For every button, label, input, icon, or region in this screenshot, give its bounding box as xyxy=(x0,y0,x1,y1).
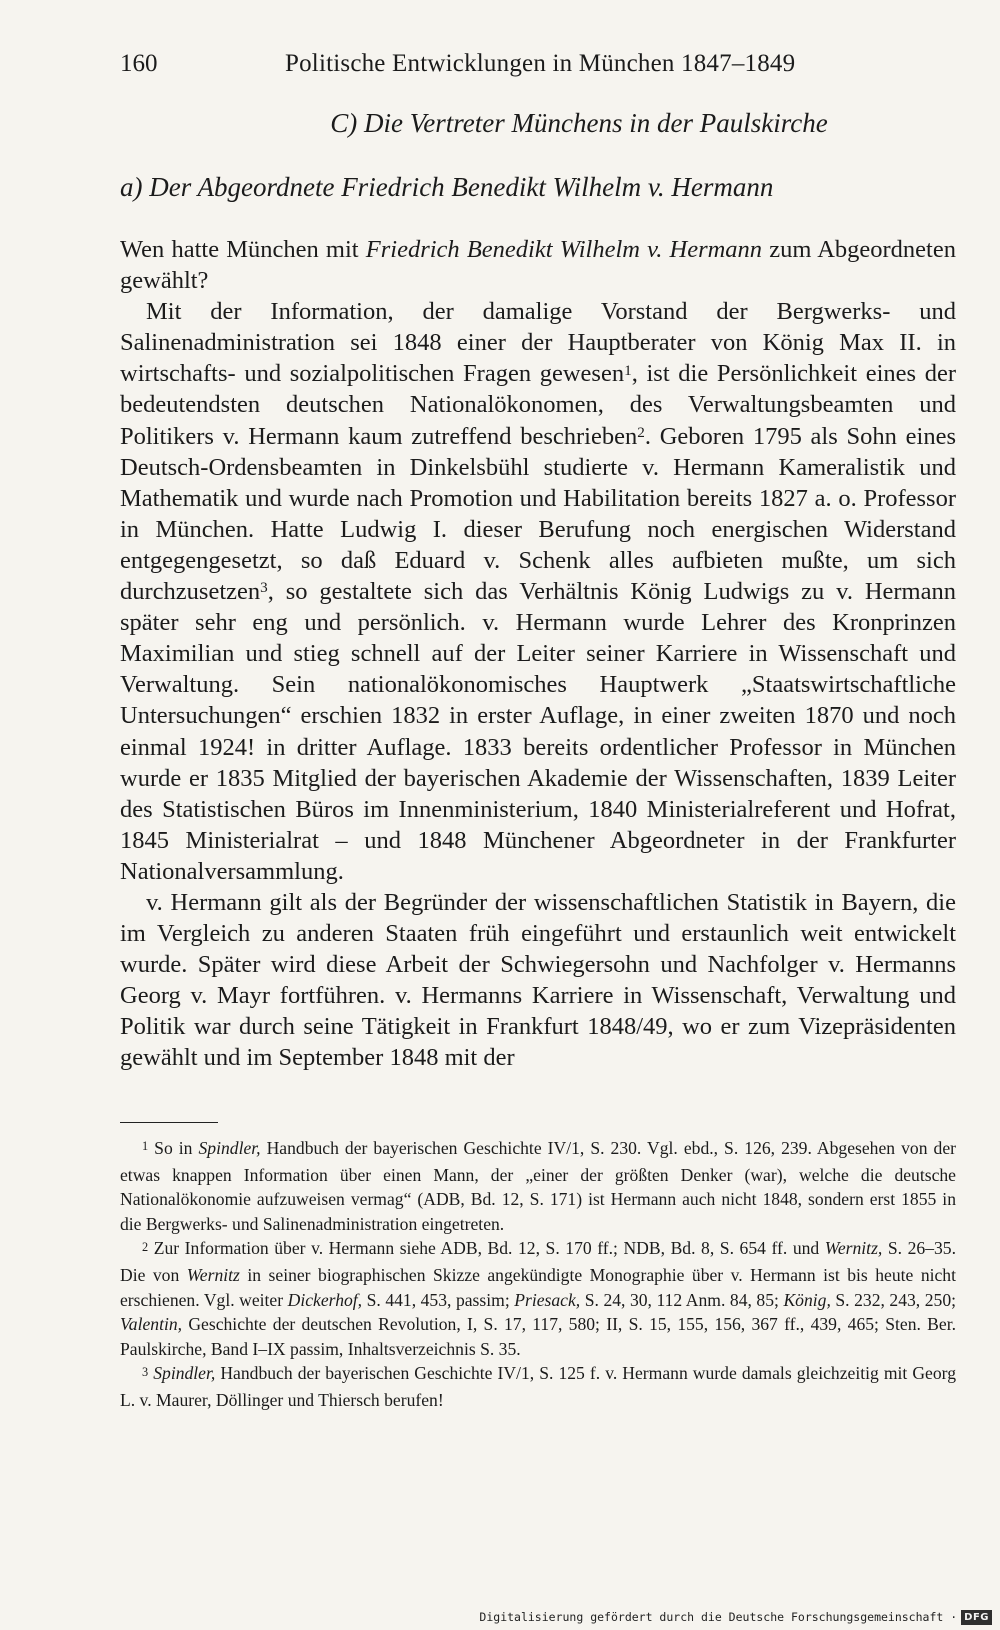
digitization-credit xyxy=(479,1606,992,1628)
footnotes xyxy=(120,1136,956,1413)
author-name: Wernitz, xyxy=(824,1238,883,1259)
text-run: in seiner biographischen Skizze angekündigte Monographie über v. Hermann ist bis heute nicht erschienen. Vgl. weiter xyxy=(120,1264,956,1310)
text-run: So in xyxy=(148,1138,199,1158)
text-run: Handbuch der bayerischen Geschichte IV/1, S. 125 f. v. Hermann wurde damals gleichzeitig mit Georg L. v. Maurer, Döllinger und Thiersch berufen! xyxy=(120,1363,956,1410)
dfg-logo-icon: DFG xyxy=(961,1610,992,1625)
text-run: , ist die Persönlichkeit eines der bedeutendsten deutschen Nationalökonomen, des Verwaltungsbeamten und Politikers v. Hermann kaum zutreffend beschrieben xyxy=(120,360,956,450)
section-heading-text: C) Die Vertreter Münchens in der Paulskirche xyxy=(330,108,828,138)
body-text xyxy=(120,234,956,1074)
text-run: Wen hatte München mit xyxy=(120,236,366,263)
author-name: König, xyxy=(783,1289,831,1310)
author-name: Wernitz xyxy=(186,1264,240,1285)
text-run: S. 24, 30, 112 Anm. 84, 85; xyxy=(580,1289,784,1310)
digitization-text: Digitalisierung gefördert durch die Deutsche Forschungsgemeinschaft · xyxy=(479,1610,958,1624)
author-name: Spindler, xyxy=(198,1138,261,1158)
footnote-ref-1: 1 xyxy=(624,361,632,379)
footnote-ref-2: 2 xyxy=(637,423,645,441)
subsection-heading: a) Der Abgeordnete Friedrich Benedikt Wilhelm v. Hermann xyxy=(120,172,774,202)
footnote-3 xyxy=(120,1361,956,1412)
author-name: Dickerhof, xyxy=(287,1289,363,1310)
text-run: Mit der Information, der damalige Vorstand der Bergwerks- und Salinenadministration sei 1848 einer der Hauptberater von König Max II. in wirtschafts- und sozialpolitischen Fragen gewesen xyxy=(120,298,956,388)
person-name: Friedrich Benedikt Wilhelm v. Hermann xyxy=(365,236,763,263)
text-run: S. 232, 243, 250; xyxy=(830,1289,957,1310)
footnote-mark: 3 xyxy=(142,1364,149,1379)
author-name: Spindler, xyxy=(153,1363,216,1384)
footnote-mark: 2 xyxy=(142,1239,149,1254)
text-run: . Geboren 1795 als Sohn eines Deutsch-Ordensbeamten in Dinkelsbühl studierte v. Hermann Kameralistik und Mathematik und wurde nach Promotion und Habilitation bereits 1827 a. o. Professor in München. Hatte Ludwig I. dieser Berufung noch energischen Widerstand entgegengesetzt, so daß Eduard v. Schenk alles aufbieten mußte, um sich durchzusetzen xyxy=(120,422,956,606)
text-run: zum Abgeordneten gewählt? xyxy=(120,236,956,295)
author-name: Priesack, xyxy=(514,1289,581,1310)
text-run: Handbuch der bayerischen Geschichte IV/1, S. 230. Vgl. ebd., S. 126, 239. Abgesehen von der etwas knappen Information über einen Mann, der „einer der größten Denker (war), welche die deutsche Nationalökonomie aufzuweisen vermag“ (ADB, Bd. 12, S. 171) ist Hermann auch nicht 1848, sondern erst 1855 in die Bergwerks- und Salinenadministration eingetreten. xyxy=(120,1138,956,1234)
text-run: , so gestaltete sich das Verhältnis König Ludwigs zu v. Hermann später sehr eng und persönlich. v. Hermann wurde Lehrer des Kronprinzen Maximilian und stieg schnell auf der Leiter seiner Karriere in Wissenschaft und Verwaltung. Sein nationalökonomisches Hauptwerk „Staatswirtschaftliche Untersuchungen“ erschien 1832 in erster Auflage, in einer zweiten 1870 und noch einmal 1924! in dritter Auflage. 1833 bereits ordentlicher Professor in München wurde er 1835 Mitglied der bayerischen Akademie der Wissenschaften, 1839 Leiter des Statistischen Büros im Innenministerium, 1840 Ministerialreferent und Hofrat, 1845 Ministerialrat – und 1848 Münchener Abgeordneter in der Frankfurter Nationalversammlung. xyxy=(120,578,956,885)
author-name: Valentin, xyxy=(120,1314,183,1335)
text-run: Zur Information über v. Hermann siehe ADB, Bd. 12, S. 170 ff.; NDB, Bd. 8, S. 654 ff. und xyxy=(148,1238,825,1259)
footnote-1 xyxy=(120,1136,956,1236)
page-number: 160 xyxy=(120,50,158,77)
running-head xyxy=(120,50,960,86)
footnote-ref-3: 3 xyxy=(260,579,268,597)
footnote-mark: 1 xyxy=(142,1139,149,1154)
section-heading xyxy=(120,108,960,139)
text-run: S. 441, 453, passim; xyxy=(362,1289,515,1310)
text-run: Geschichte der deutschen Revolution, I, S. 17, 117, 580; II, S. 15, 155, 156, 367 ff., 439, 465; Sten. Ber. Paulskirche, Band I–IX passim, Inhaltsverzeichnis S. 35. xyxy=(120,1314,956,1359)
paragraph: v. Hermann gilt als der Begründer der wissenschaftlichen Statistik in Bayern, die im Vergleich zu anderen Staaten früh eingeführt und erstaunlich weit entwickelt wurde. Später wird diese Arbeit der Schwiegersohn und Nachfolger v. Hermanns Georg v. Mayr fortführen. v. Hermanns Karriere in Wissenschaft, Verwaltung und Politik war durch seine Tätigkeit in Frankfurt 1848/49, wo er zum Vizepräsidenten gewählt und im September 1848 mit der xyxy=(120,888,956,1072)
running-title: Politische Entwicklungen in München 1847–1849 xyxy=(285,50,796,77)
footnote-rule xyxy=(120,1122,218,1123)
footnote-2 xyxy=(120,1236,956,1361)
paragraph xyxy=(120,296,956,887)
text-run: S. 26–35. Die von xyxy=(120,1238,956,1285)
paragraph xyxy=(120,234,956,296)
